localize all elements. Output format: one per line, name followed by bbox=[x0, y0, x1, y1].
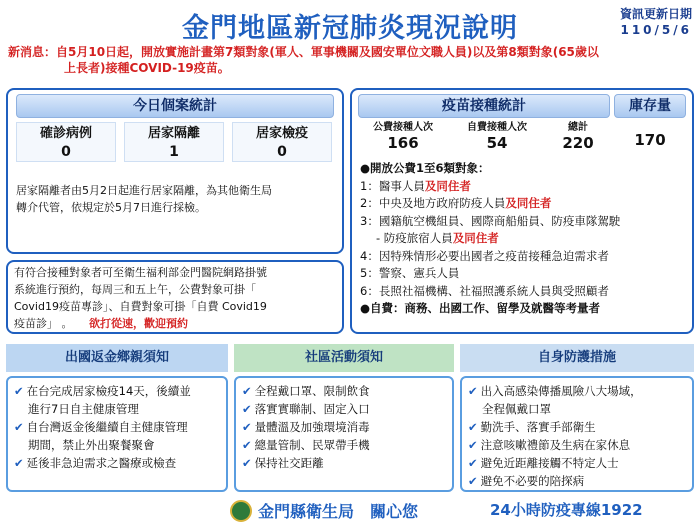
news-line-1: 新消息：自5月10日起，開放實施計畫第7類對象(軍人、軍事機關及國安單位文職人員)以及第8類對象(65歲以 bbox=[8, 45, 599, 59]
vac-stat-self bbox=[452, 122, 542, 158]
check-icon: ✔ bbox=[468, 384, 478, 398]
stat-confirmed bbox=[16, 122, 116, 162]
footer-org: 金門縣衛生局 關心您 bbox=[258, 502, 419, 521]
stat-isolation bbox=[124, 122, 224, 162]
appointment-cta: 欲打從速，歡迎預約 bbox=[89, 317, 188, 330]
news-banner bbox=[8, 44, 696, 76]
stat-value: 0 bbox=[277, 144, 287, 160]
list-item: ✔ 全程戴口罩、限制飲食 bbox=[242, 384, 370, 398]
check-icon: ✔ bbox=[242, 456, 252, 470]
check-icon: ✔ bbox=[242, 384, 252, 398]
update-date: 110/5/6 bbox=[620, 23, 692, 37]
stat-value: 1 bbox=[169, 144, 179, 160]
list-item: ✔ 量體溫及加強環境消毒 bbox=[242, 420, 370, 434]
note-line: 居家隔離者由5月2日起進行居家隔離，為其他衛生局 bbox=[16, 184, 272, 197]
list-item: 4：因特殊情形必要出國者之疫苗接種急迫需求者 bbox=[360, 248, 609, 263]
today-stats-title: 今日個案統計 bbox=[16, 94, 334, 118]
appt-line: 疫苗診」 。 bbox=[14, 317, 67, 330]
community-list-box bbox=[234, 376, 454, 492]
vaccine-panel bbox=[350, 88, 694, 334]
vac-stat-public bbox=[358, 122, 448, 158]
today-stats-panel bbox=[6, 88, 344, 254]
vac-stat-total bbox=[546, 122, 610, 158]
check-icon: ✔ bbox=[242, 420, 252, 434]
stat-quarantine bbox=[232, 122, 332, 162]
self-pay-item: ●自費：商務、出國工作、留學及就醫等考量者 bbox=[360, 301, 601, 315]
stat-label: 確診病例 bbox=[39, 126, 92, 141]
appt-line: Covid19疫苗專診」、自費對象可掛「自費 Covid19 bbox=[14, 300, 267, 313]
check-icon: ✔ bbox=[14, 420, 24, 434]
update-label: 資訊更新日期 bbox=[619, 7, 692, 21]
list-item: 3：國籍航空機組員、國際商船船員、防疫車隊駕駛 bbox=[360, 213, 621, 228]
list-item: ✔ 出入高感染傳播風險八大場域， 全程佩戴口罩 bbox=[468, 384, 642, 416]
vac-stat-label: 自費接種人次 bbox=[467, 122, 527, 133]
list-item: ✔ 落實實聯制、固定入口 bbox=[242, 402, 370, 416]
stat-label: 居家隔離 bbox=[147, 126, 200, 141]
list-item: ✔ 注意咳嗽禮節及生病在家休息 bbox=[468, 438, 631, 452]
note-line: 轉介代管，依規定於5月7日進行採檢。 bbox=[16, 201, 206, 214]
protect-section-title: 自身防護措施 bbox=[460, 344, 694, 372]
update-info bbox=[592, 6, 692, 38]
list-item: - 防疫旅宿人員及同住者 bbox=[376, 231, 499, 245]
open-label: ●開放公費1至6類對象： bbox=[360, 161, 490, 175]
isolation-note bbox=[16, 182, 336, 216]
list-item: 2：中央及地方政府防疫人員及同住者 bbox=[360, 196, 552, 210]
page-title: 金門地區新冠肺炎現況說明 bbox=[182, 13, 518, 44]
check-icon: ✔ bbox=[468, 456, 478, 470]
check-icon: ✔ bbox=[242, 438, 252, 452]
vac-stat-value: 220 bbox=[562, 134, 594, 152]
check-icon: ✔ bbox=[468, 438, 478, 452]
vac-stat-value: 54 bbox=[486, 134, 508, 152]
vac-stat-label: 公費接種人次 bbox=[373, 122, 433, 133]
community-section-title: 社區活動須知 bbox=[234, 344, 454, 372]
list-item: ✔ 保持社交距離 bbox=[242, 456, 324, 470]
appointment-text bbox=[14, 264, 338, 332]
list-item: ✔ 總量管制、民眾帶手機 bbox=[242, 438, 370, 452]
check-icon: ✔ bbox=[14, 456, 24, 470]
appt-line: 有符合接種對象者可至衛生福利部金門醫院網路掛號 bbox=[14, 266, 267, 279]
stock-value: 170 bbox=[634, 131, 666, 149]
stat-value: 0 bbox=[61, 144, 71, 160]
check-icon: ✔ bbox=[242, 402, 252, 416]
vac-stat-label: 總計 bbox=[568, 122, 588, 133]
list-item: ✔ 勤洗手、落實手部衛生 bbox=[468, 420, 596, 434]
news-line-2: 上長者)接種COVID-19疫苗。 bbox=[64, 61, 230, 75]
stock-title: 庫存量 bbox=[614, 94, 686, 118]
list-item: ✔ 避免不必要的陪探病 bbox=[468, 474, 585, 488]
footer-hotline: 24小時防疫專線1922 bbox=[490, 501, 643, 519]
vaccine-title: 疫苗接種統計 bbox=[358, 94, 610, 118]
check-icon: ✔ bbox=[14, 384, 24, 398]
return-list-box bbox=[6, 376, 228, 492]
list-item: 6：長照社福機構、社福照護系統人員與受照顧者 bbox=[360, 283, 609, 298]
stat-label: 居家檢疫 bbox=[255, 126, 308, 141]
protect-list-box bbox=[460, 376, 694, 492]
appointment-panel bbox=[6, 260, 344, 334]
return-section-title: 出國返金鄉親須知 bbox=[6, 344, 228, 372]
list-item: ✔ 避免近距離接觸不特定人士 bbox=[468, 456, 619, 470]
vac-stat-value: 166 bbox=[387, 134, 419, 152]
check-icon: ✔ bbox=[468, 420, 478, 434]
list-item: 1：醫事人員及同住者 bbox=[360, 178, 471, 193]
list-item: ✔ 在台完成居家檢疫14天，後續並 進行7日自主健康管理 bbox=[14, 384, 191, 416]
appt-line: 系統進行預約，每周三和五上午，公費對象可掛「 bbox=[14, 283, 256, 296]
check-icon: ✔ bbox=[468, 474, 478, 488]
health-bureau-logo-icon bbox=[230, 500, 252, 522]
vaccine-eligibility-list bbox=[360, 160, 690, 318]
list-item: ✔ 延後非急迫需求之醫療或檢查 bbox=[14, 456, 177, 470]
list-item: 5：警察、憲兵人員 bbox=[360, 266, 460, 280]
list-item: ✔ 自台灣返金後繼續自主健康管理 期間，禁止外出聚餐聚會 bbox=[14, 420, 188, 452]
